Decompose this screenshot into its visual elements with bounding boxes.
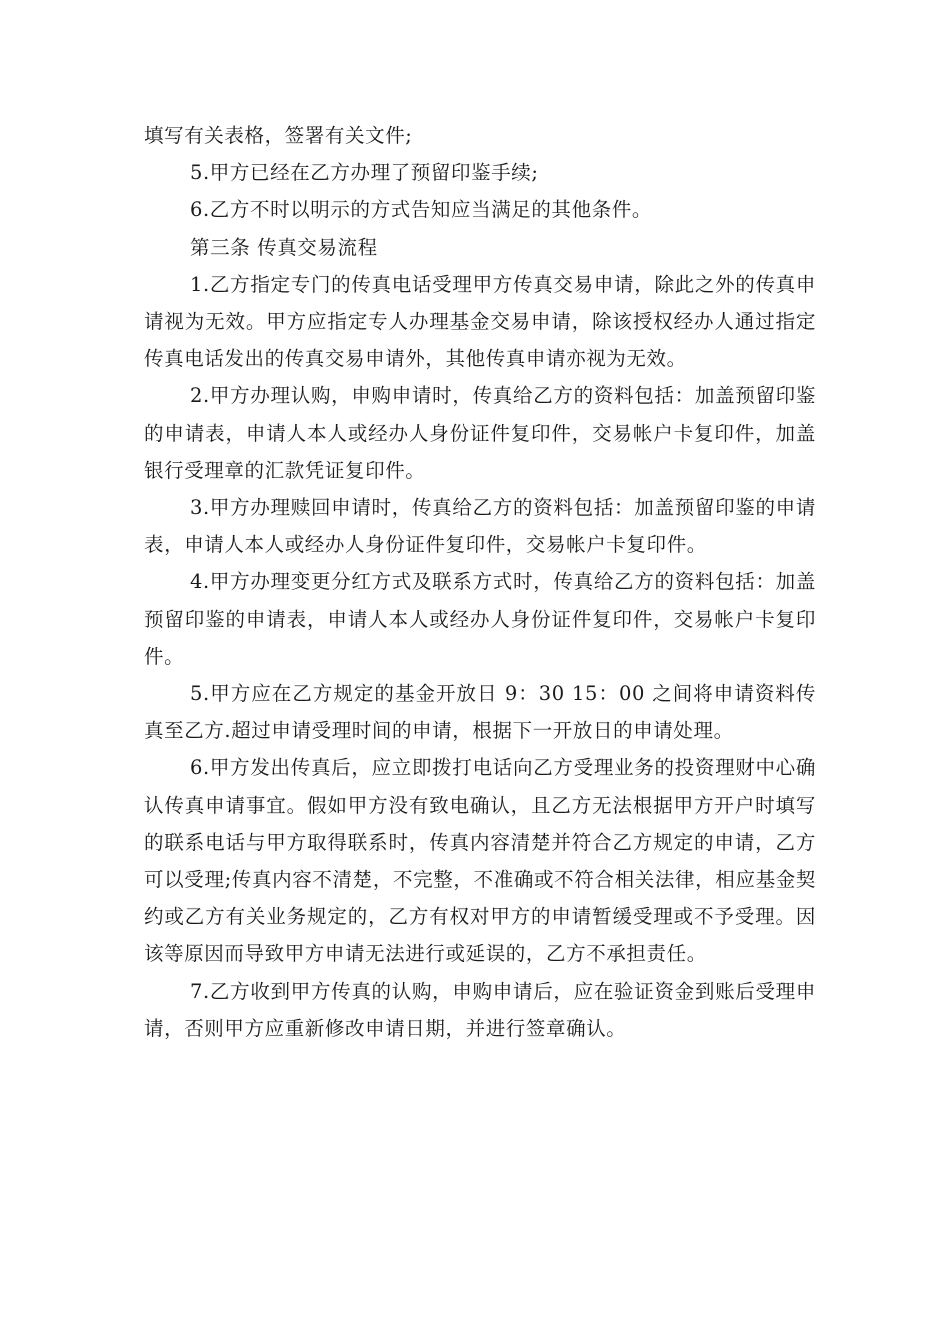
paragraph-continuation: 填写有关表格，签署有关文件; xyxy=(144,124,413,147)
paragraph-item-6: 6.甲方发出传真后，应立即拨打电话向乙方受理业务的投资理财中心确认传真申请事宜。假如甲方没有致电确认，且乙方无法根据甲方开户时填写的联系电话与甲方取得联系时，传真内容清楚并符合乙方规定的申请，乙方可以受理;传真内容不清楚，不完整，不准确或不符合相关法律，相应基金契约或乙方有关业务规定的，乙方有权对甲方的申请暂缓受理或不予受理。因该等原因而导致甲方申请无法进行或延误的，乙方不承担责任。 xyxy=(144,756,816,966)
document-page xyxy=(144,117,816,1047)
section-heading-article-3: 第三条 传真交易流程 xyxy=(190,235,378,259)
paragraph-item-7: 7.乙方收到甲方传真的认购，申购申请后，应在验证资金到账后受理申请，否则甲方应重新修改申请日期，并进行签章确认。 xyxy=(144,979,816,1040)
paragraph-item-4: 4.甲方办理变更分红方式及联系方式时，传真给乙方的资料包括：加盖预留印鉴的申请表，申请人本人或经办人身份证件复印件，交易帐户卡复印件。 xyxy=(144,570,816,668)
paragraph-condition-6: 6.乙方不时以明示的方式告知应当满足的其他条件。 xyxy=(190,198,653,222)
paragraph-condition-5: 5.甲方已经在乙方办理了预留印鉴手续; xyxy=(190,161,539,185)
paragraph-item-2: 2.甲方办理认购，申购申请时，传真给乙方的资料包括：加盖预留印鉴的申请表，申请人本人或经办人身份证件复印件，交易帐户卡复印件，加盖银行受理章的汇款凭证复印件。 xyxy=(144,384,816,482)
paragraph-item-5: 5.甲方应在乙方规定的基金开放日 9：30 15：00 之间将申请资料传真至乙方.超过申请受理时间的申请，根据下一开放日的申请处理。 xyxy=(144,682,816,743)
paragraph-item-3: 3.甲方办理赎回申请时，传真给乙方的资料包括：加盖预留印鉴的申请表，申请人本人或经办人身份证件复印件，交易帐户卡复印件。 xyxy=(144,496,816,557)
paragraph-item-1: 1.乙方指定专门的传真电话受理甲方传真交易申请，除此之外的传真申请视为无效。甲方应指定专人办理基金交易申请，除该授权经办人通过指定传真电话发出的传真交易申请外，其他传真申请亦视为无效。 xyxy=(144,272,816,371)
